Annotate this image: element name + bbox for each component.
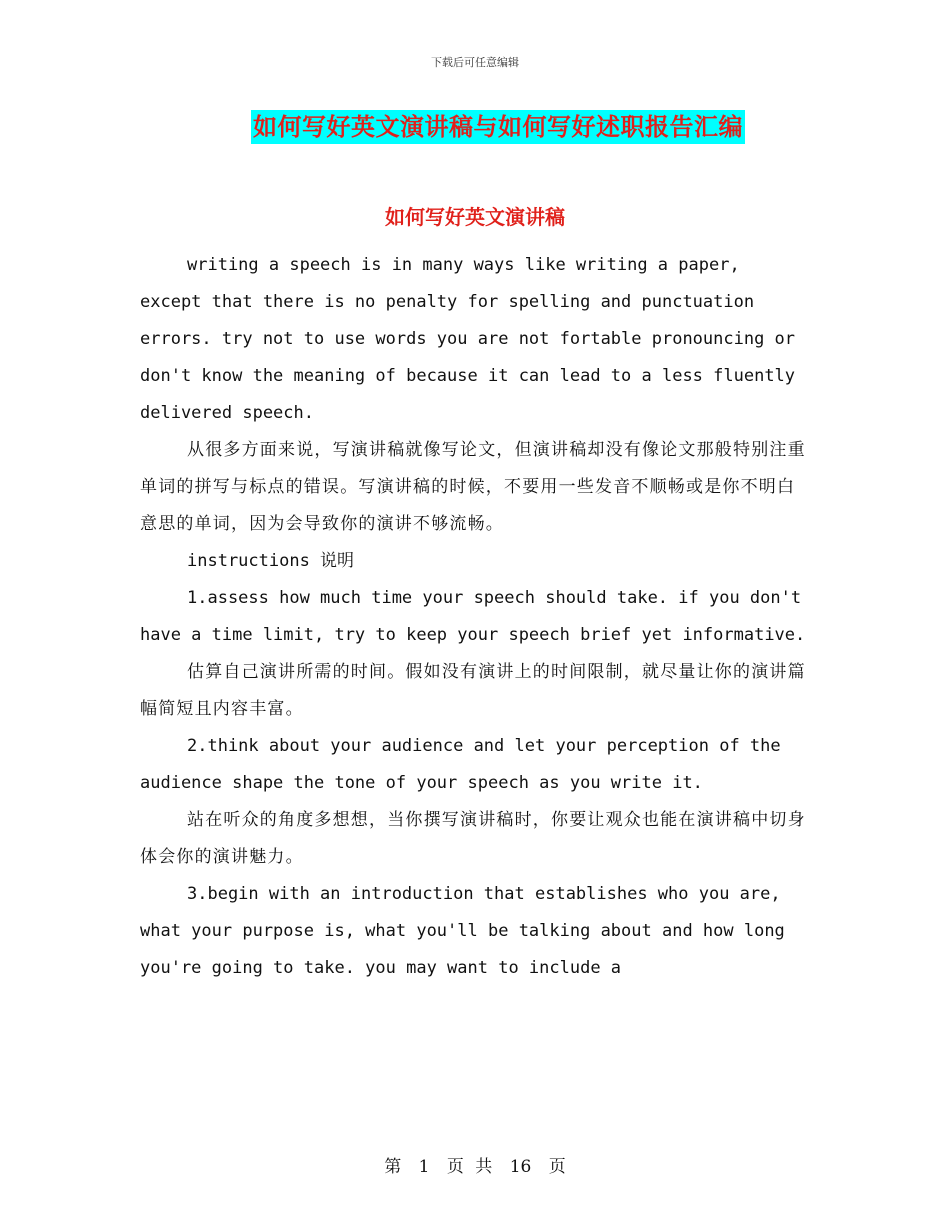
paragraph-step-1-en: 1.assess how much time your speech should take. if you don't have a time limit, try to keep your speech brief yet informative. <box>140 588 806 645</box>
footer-total-pages: 16 <box>509 1157 532 1177</box>
main-title: 如何写好英文演讲稿与如何写好述职报告汇编 <box>251 110 745 144</box>
paragraph-en-intro: writing a speech is in many ways like writing a paper, except that there is no penalty for spelling and punctuation errors. try not to use words you are not fortable pronouncing or don't know the meaning of because it can lead to a less fluently delivered speech. <box>140 255 796 423</box>
header-note: 下载后可任意编辑 <box>431 56 519 69</box>
main-title-container <box>0 110 950 144</box>
footer-prefix: 第 <box>384 1157 402 1177</box>
footer-page-number: 1 <box>418 1157 430 1177</box>
paragraph-cn-intro: 从很多方面来说，写演讲稿就像写论文，但演讲稿却没有像论文那般特别注重单词的拼写与标点的错误。写演讲稿的时候，不要用一些发音不顺畅或是你不明白意思的单词，因为会导致你的演讲不够流畅。 <box>140 440 806 534</box>
body-text <box>140 247 810 987</box>
footer-middle: 页 共 <box>446 1157 493 1177</box>
section-title: 如何写好英文演讲稿 <box>385 205 565 229</box>
paragraph-step-2-en: 2.think about your audience and let your perception of the audience shape the tone of your speech as you write it. <box>140 736 781 793</box>
paragraph-step-3-en: 3.begin with an introduction that establishes who you are, what your purpose is, what you'll be talking about and how long you're going to take. you may want to include a <box>140 884 785 978</box>
paragraph-step-2-cn: 站在听众的角度多想想，当你撰写演讲稿时，你要让观众也能在演讲稿中切身体会你的演讲魅力。 <box>140 810 806 867</box>
paragraph-instructions: instructions 说明 <box>187 551 355 571</box>
page-footer <box>0 1152 950 1177</box>
footer-suffix: 页 <box>548 1157 566 1177</box>
paragraph-step-1-cn: 估算自己演讲所需的时间。假如没有演讲上的时间限制，就尽量让你的演讲篇幅简短且内容丰富。 <box>140 662 806 719</box>
